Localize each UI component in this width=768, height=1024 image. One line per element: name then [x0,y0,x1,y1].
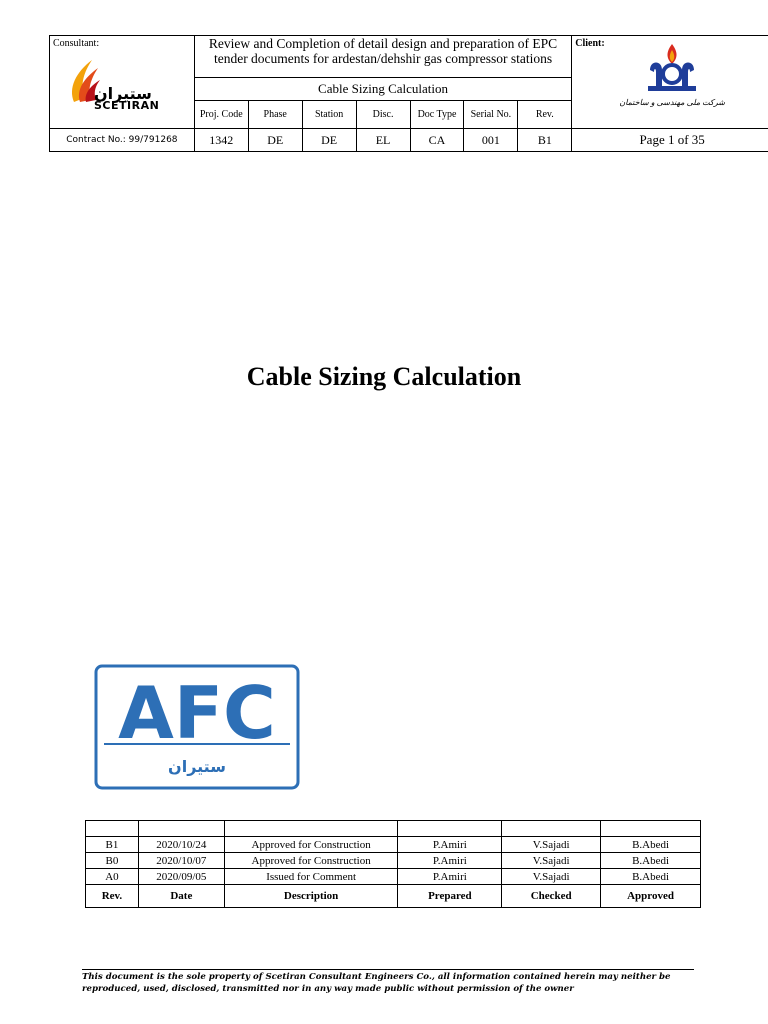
client-label: Client: [575,38,605,49]
table-row [86,837,701,853]
code-header-proj: Proj. Code [194,101,248,129]
revision-table [85,820,701,908]
prepared-cell: P.Amiri [398,853,502,869]
code-value-doctype: CA [410,129,464,152]
approved-cell: B.Abedi [601,853,701,869]
client-logo-fa: شرکت ملی مهندسی و ساختمان [619,98,725,107]
prepared-cell: P.Amiri [398,837,502,853]
rev-cell: B0 [86,853,139,869]
code-value-disc: EL [356,129,410,152]
code-header-disc: Disc. [356,101,410,129]
footer-disclaimer: This document is the sole property of Scetiran Consultant Engineers Co., all information contained herein may neither be reproduced, used, disclosed, transmitted nor in any way made public without permission of the owner [82,972,671,994]
rev-cell: B1 [86,837,139,853]
table-header-row [86,885,701,908]
table-row [86,869,701,885]
code-value-proj: 1342 [194,129,248,152]
checked-cell: V.Sajadi [502,869,601,885]
code-value-station: DE [302,129,356,152]
header-description: Description [224,885,398,908]
afc-stamp [94,664,300,790]
page-number: Page 1 of 35 [572,129,768,152]
header-rev: Rev. [86,885,139,908]
checked-cell: V.Sajadi [502,853,601,869]
client-cell [572,36,768,129]
code-header-phase: Phase [248,101,302,129]
project-subtitle: Cable Sizing Calculation [194,77,571,101]
prepared-cell: P.Amiri [398,869,502,885]
consultant-label: Consultant: [53,38,100,49]
header-checked: Checked [502,885,601,908]
rev-cell: A0 [86,869,139,885]
document-header [49,35,768,152]
description-cell: Approved for Construction [224,837,398,853]
consultant-logo-fa: ستیران [94,84,152,103]
stamp-subtext: ستیران [168,757,226,776]
table-row [86,853,701,869]
description-cell: Approved for Construction [224,853,398,869]
stamp-text: AFC [118,671,276,755]
date-cell: 2020/10/07 [138,853,224,869]
nioc-logo [640,40,704,96]
consultant-cell [50,36,195,129]
description-cell: Issued for Comment [224,869,398,885]
approved-cell: B.Abedi [601,837,701,853]
code-header-doctype: Doc Type [410,101,464,129]
approved-cell: B.Abedi [601,869,701,885]
project-title: Review and Completion of detail design and preparation of EPC tender documents for ardestan/dehshir gas compressor stations [194,36,571,78]
code-value-phase: DE [248,129,302,152]
code-header-rev: Rev. [518,101,572,129]
date-cell: 2020/10/24 [138,837,224,853]
consultant-logo-en: SCETIRAN [94,99,160,112]
header-date: Date [138,885,224,908]
code-value-rev: B1 [518,129,572,152]
header-approved: Approved [601,885,701,908]
document-title: Cable Sizing Calculation [246,362,522,391]
code-header-station: Station [302,101,356,129]
table-row-empty [86,821,701,837]
code-header-serial: Serial No. [464,101,518,129]
footer-divider [82,969,694,970]
code-value-serial: 001 [464,129,518,152]
checked-cell: V.Sajadi [502,837,601,853]
header-prepared: Prepared [398,885,502,908]
date-cell: 2020/09/05 [138,869,224,885]
contract-number: Contract No.: 99/791268 [50,129,195,152]
